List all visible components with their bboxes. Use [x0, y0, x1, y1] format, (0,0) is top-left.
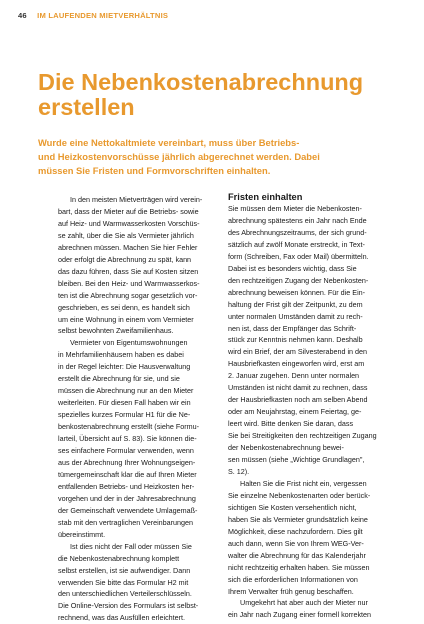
running-header [18, 11, 168, 20]
text-line: um eine Wohnung in einem vom Vermieter [58, 314, 194, 324]
text-line: wird ein Brief, der am Silvesterabend in den [228, 347, 368, 357]
text-line: in Mehrfamilienhäusern haben es dabei [58, 350, 184, 360]
text-line: Hausbriefkasten eingeworfen wird, erst am [228, 359, 365, 369]
text-line: Sie bei Streitigkeiten den rechtzeitigen Zugang [228, 431, 377, 441]
page-number: 46 [18, 11, 27, 20]
text-line: stück zur Kenntnis nehmen kann. Deshalb [228, 335, 363, 345]
text-line: ses einfachere Formular verwenden, wenn [58, 446, 194, 456]
text-line: rechnend, was das Ausfüllen erleichtert. [58, 613, 186, 623]
text-line: sich die erforderlichen Informationen von [228, 574, 358, 584]
title-line: erstellen [38, 94, 135, 120]
text-line: weiterleiten. Für diesen Fall haben wir ein [58, 398, 191, 408]
lead-paragraph [38, 136, 408, 178]
text-line: Umständen ist nicht damit zu rechnen, dass [228, 383, 368, 393]
text-line: ein Jahr nach Zugang einer formell korrekten [228, 610, 372, 620]
text-line: sätzlich auf zwölf Monate erstreckt, in Text- [228, 239, 365, 249]
text-line: S. 12). [228, 466, 250, 476]
text-line: bart, dass der Mieter auf die Betriebs- sowie [58, 206, 199, 216]
text-line: oder am Neujahrstag, einem Feiertag, ge- [228, 407, 362, 417]
text-line: geschrieben, es sei denn, es handelt sich [58, 302, 190, 312]
text-line: auch dann, wenn Sie von Ihrem WEG-Ver- [228, 538, 364, 548]
text-line: 2. Januar zugehen. Denn unter normalen [228, 371, 360, 381]
text-line: Umgekehrt hat aber auch der Mieter nur [240, 598, 368, 608]
text-line: erstellt die Abrechnung für sie, und sie [58, 374, 180, 384]
text-line: Halten Sie die Frist nicht ein, vergessen [240, 478, 367, 488]
text-line: abrechnen müssen. Machen Sie hier Fehler [58, 242, 198, 252]
right-column-text [228, 194, 396, 621]
lead-line: Wurde eine Nettokaltmiete vereinbart, muss über Betriebs- [38, 137, 300, 148]
text-line: oder erfolgt die Abrechnung zu spät, kann [58, 254, 192, 264]
text-line: selbst erstellen, ist sie aufwendiger. Dann [58, 565, 191, 575]
text-line: Möglichkeit, diese nachzufordern. Dies gilt [228, 526, 363, 536]
text-line: auf Heiz- und Warmwasserkosten Vorschüs- [58, 218, 200, 228]
text-line: entfallenden Betriebs- und Heizkosten her- [58, 481, 195, 491]
title-line: Die Nebenkostenabrechnung [38, 69, 364, 95]
lead-line: müssen Sie Fristen und Formvorschriften einhalten. [38, 165, 271, 176]
text-line: walter die Abrechnung für das Kalenderjahr [228, 550, 366, 560]
text-line: spezielles kurzes Formular H1 für die Ne- [58, 410, 191, 420]
text-line: vorgehen und der in der Jahresabrechnung [58, 493, 196, 503]
text-line: den unterschiedlichen Verteilerschlüsseln. [58, 589, 192, 599]
text-line: nen ist, dass der Empfänger das Schrift- [228, 323, 357, 333]
text-line: abrechnung beweisen können. Für die Ein- [228, 287, 366, 297]
text-line: stab mit den vertraglichen Vereinbarungen [58, 517, 194, 527]
text-line: se zahlt, über die Sie als Vermieter jährlich [58, 230, 194, 240]
text-line: des Abrechnungszeitraums, der sich grund- [228, 227, 367, 237]
text-line: übereinstimmt. [58, 529, 106, 539]
text-line: leert wird. Bitte denken Sie daran, dass [228, 419, 354, 429]
section-heading: Fristen einhalten [228, 192, 303, 202]
text-line: In den meisten Mietverträgen wird verein- [70, 195, 203, 204]
text-line: Ihrem Verwalter früh genug beschaffen. [228, 586, 354, 596]
text-line: aus der Abrechnung Ihrer Wohnungseigen- [58, 457, 196, 467]
text-line: müssen die Abrechnung nur an den Mieter [58, 386, 194, 396]
text-line: haltung der Frist gilt der Zeitpunkt, zu dem [228, 299, 363, 309]
text-line: selbst bewohnten Zweifamilienhaus. [58, 326, 174, 336]
lead-line: und Heizkostenvorschüsse jährlich abgerechnet werden. Dabei [38, 151, 320, 162]
text-line: Ist dies nicht der Fall oder müssen Sie [70, 541, 192, 551]
text-line: sichtigen Sie Kosten versehentlich nicht, [228, 502, 357, 512]
text-line: haben Sie als Vermieter grundsätzlich keine [228, 514, 368, 524]
text-line: Dabei ist es besonders wichtig, dass Sie [228, 263, 357, 273]
text-line: Sie müssen dem Mieter die Nebenkosten- [228, 204, 362, 213]
text-line: der Hausbriefkasten noch am selben Abend [228, 395, 368, 405]
running-title: IM LAUFENDEN MIETVERHÄLTNIS [37, 11, 169, 20]
text-line: sen müssen (siehe „Wichtige Grundlagen", [228, 455, 365, 465]
text-line: Vermieter von Eigentumswohnungen [70, 338, 188, 348]
page-title [38, 70, 408, 120]
text-line: tümergemeinschaft klar die auf Ihren Mieter [58, 469, 197, 479]
text-line: das dazu führen, dass Sie auf Kosten sitzen [58, 266, 199, 276]
text-line: den rechtzeitigen Zugang der Nebenkosten- [228, 275, 369, 285]
text-line: form (Schreiben, Fax oder Mail) übermitteln. [228, 251, 369, 261]
text-line: abrechnung spätestens ein Jahr nach Ende [228, 215, 367, 225]
text-line: in der Regel leichter: Die Hausverwaltung [58, 362, 191, 372]
text-line: die Nebenkostenabrechnung komplett [58, 553, 180, 563]
text-line: der Nebenkostenabrechnung bewei- [228, 443, 344, 453]
text-line: bleiben. Bei den Heiz- und Warmwasserkos- [58, 278, 200, 288]
text-line: Sie einzelne Nebenkostenarten oder berück- [228, 490, 371, 500]
text-line: der Gemeinschaft verwendete Umlagemaß- [58, 505, 198, 515]
text-line: benkostenabrechnung erstellt (siehe Formu- [58, 422, 200, 432]
text-line: ten ist die Abrechnung sogar gesetzlich vor- [58, 290, 198, 300]
text-line: unter normalen Umständen damit zu rech- [228, 311, 363, 321]
text-line: nicht rechtzeitig erhalten haben. Sie müssen [228, 562, 370, 572]
text-line: verwenden Sie bitte das Formular H2 mit [58, 577, 189, 587]
text-line: Die Online-Version des Formulars ist selbst- [58, 601, 199, 611]
text-line: larteil, Übersicht auf S. 83). Sie können die- [58, 434, 197, 444]
left-column-text [58, 194, 216, 624]
